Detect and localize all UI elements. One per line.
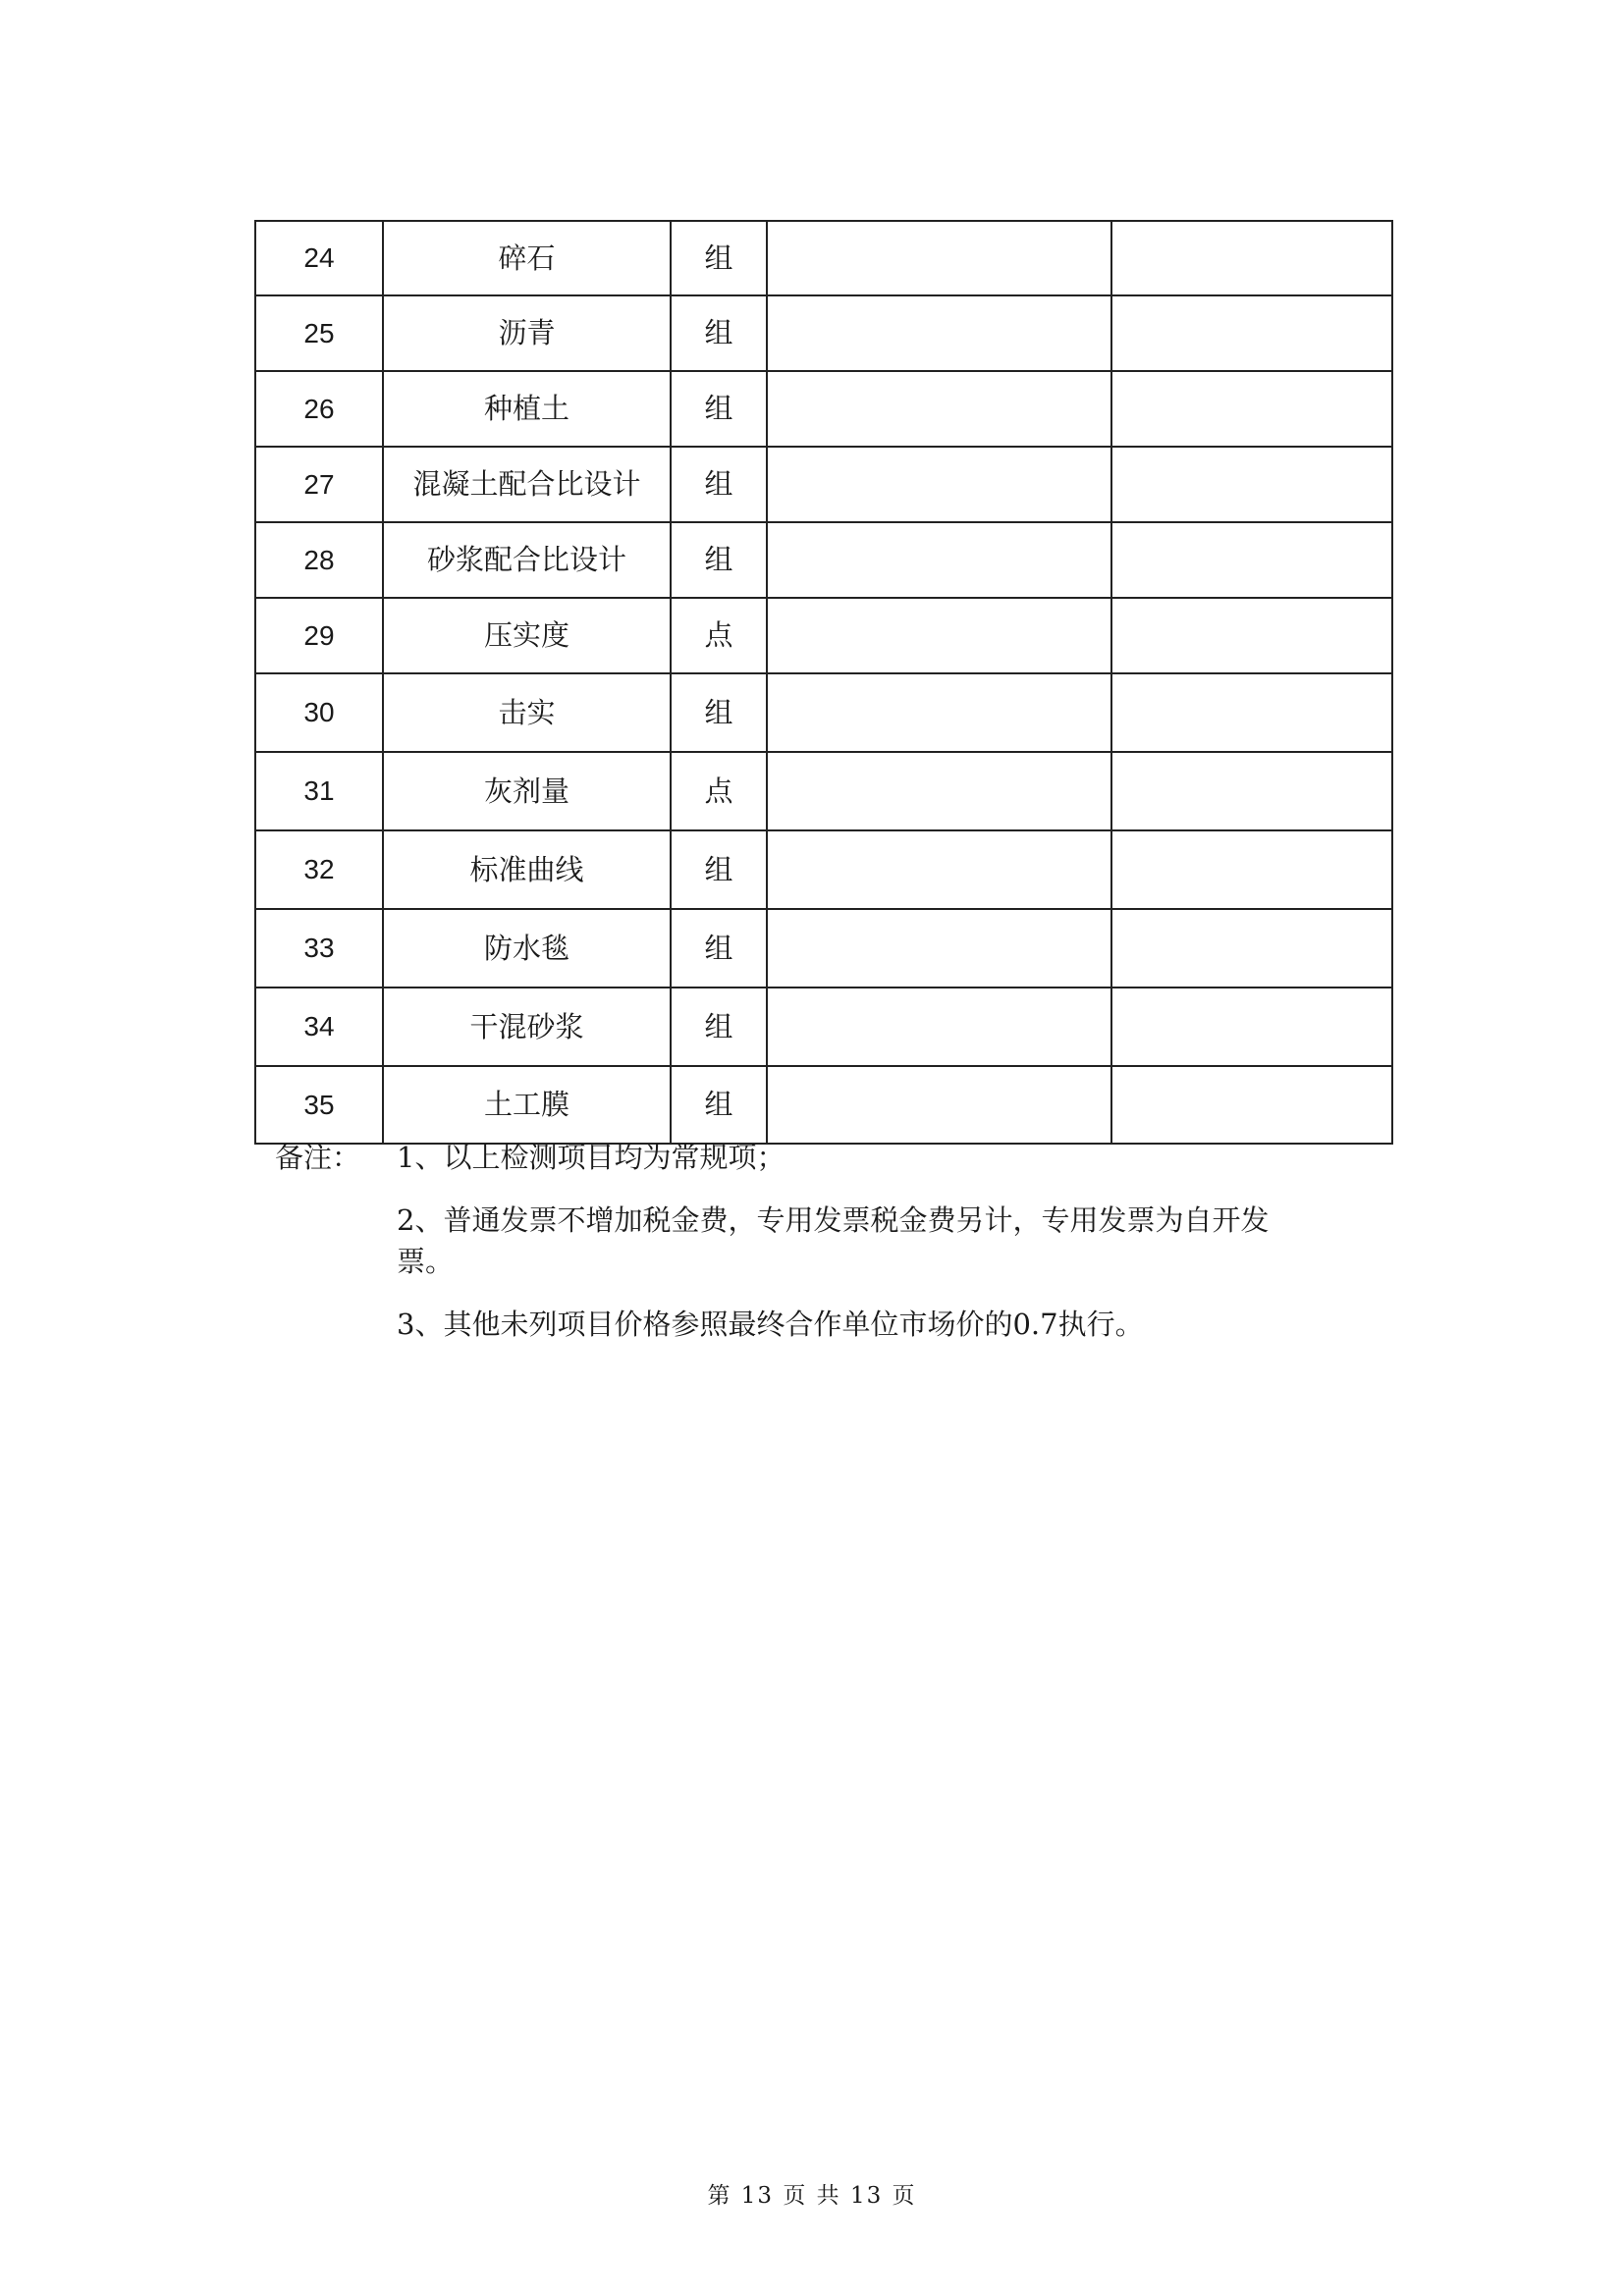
table-row: [255, 371, 1392, 447]
table-row: [255, 673, 1392, 752]
row-number-cell: 25: [255, 295, 383, 371]
notes-label: 备注：: [275, 1141, 361, 1174]
unit-cell: 组: [671, 988, 767, 1066]
table-row: [255, 909, 1392, 988]
table-row: [255, 598, 1392, 673]
remark-cell: [1111, 295, 1392, 371]
row-number-cell: 35: [255, 1066, 383, 1144]
unit-cell: 点: [671, 598, 767, 673]
row-number-cell: 34: [255, 988, 383, 1066]
price-cell: [767, 752, 1111, 830]
table-row: [255, 988, 1392, 1066]
price-cell: [767, 221, 1111, 295]
row-number-cell: 33: [255, 909, 383, 988]
price-cell: [767, 447, 1111, 522]
price-cell: [767, 371, 1111, 447]
item-name-cell: 砂浆配合比设计: [383, 522, 671, 598]
remark-cell: [1111, 447, 1392, 522]
note-item-1: 1、以上检测项目均为常规项；: [397, 1141, 785, 1174]
item-name-cell: 混凝土配合比设计: [383, 447, 671, 522]
note-item-2: 2、普通发票不增加税金费，专用发票税金费另计，专用发票为自开发: [397, 1203, 1270, 1237]
row-number-cell: 26: [255, 371, 383, 447]
row-number-cell: 31: [255, 752, 383, 830]
unit-cell: 组: [671, 1066, 767, 1144]
price-cell: [767, 988, 1111, 1066]
price-cell: [767, 673, 1111, 752]
remark-cell: [1111, 522, 1392, 598]
price-cell: [767, 522, 1111, 598]
price-cell: [767, 909, 1111, 988]
item-name-cell: 碎石: [383, 221, 671, 295]
remark-cell: [1111, 371, 1392, 447]
table-row: [255, 522, 1392, 598]
item-name-cell: 灰剂量: [383, 752, 671, 830]
remark-cell: [1111, 598, 1392, 673]
row-number-cell: 28: [255, 522, 383, 598]
remark-cell: [1111, 752, 1392, 830]
unit-cell: 组: [671, 221, 767, 295]
item-name-cell: 干混砂浆: [383, 988, 671, 1066]
remark-cell: [1111, 988, 1392, 1066]
item-name-cell: 沥青: [383, 295, 671, 371]
unit-cell: 点: [671, 752, 767, 830]
page-number-footer: 第 13 页 共 13 页: [707, 2183, 917, 2209]
remark-cell: [1111, 221, 1392, 295]
price-table-body: [255, 221, 1392, 1144]
item-name-cell: 防水毯: [383, 909, 671, 988]
remark-cell: [1111, 830, 1392, 909]
unit-cell: 组: [671, 830, 767, 909]
price-table: [254, 220, 1393, 1145]
item-name-cell: 标准曲线: [383, 830, 671, 909]
item-name-cell: 击实: [383, 673, 671, 752]
item-name-cell: 压实度: [383, 598, 671, 673]
unit-cell: 组: [671, 909, 767, 988]
note-item-2-continued: 票。: [397, 1245, 455, 1278]
price-cell: [767, 295, 1111, 371]
price-cell: [767, 1066, 1111, 1144]
table-row: [255, 295, 1392, 371]
unit-cell: 组: [671, 371, 767, 447]
remark-cell: [1111, 1066, 1392, 1144]
unit-cell: 组: [671, 673, 767, 752]
remark-cell: [1111, 673, 1392, 752]
remark-cell: [1111, 909, 1392, 988]
row-number-cell: 24: [255, 221, 383, 295]
table-row: [255, 447, 1392, 522]
unit-cell: 组: [671, 522, 767, 598]
table-row: [255, 752, 1392, 830]
unit-cell: 组: [671, 295, 767, 371]
table-row: [255, 830, 1392, 909]
item-name-cell: 土工膜: [383, 1066, 671, 1144]
row-number-cell: 27: [255, 447, 383, 522]
item-name-cell: 种植土: [383, 371, 671, 447]
price-cell: [767, 598, 1111, 673]
table-row: [255, 1066, 1392, 1144]
price-cell: [767, 830, 1111, 909]
row-number-cell: 30: [255, 673, 383, 752]
row-number-cell: 32: [255, 830, 383, 909]
table-row: [255, 221, 1392, 295]
row-number-cell: 29: [255, 598, 383, 673]
note-item-3: 3、其他未列项目价格参照最终合作单位市场价的0.7执行。: [397, 1308, 1144, 1341]
unit-cell: 组: [671, 447, 767, 522]
